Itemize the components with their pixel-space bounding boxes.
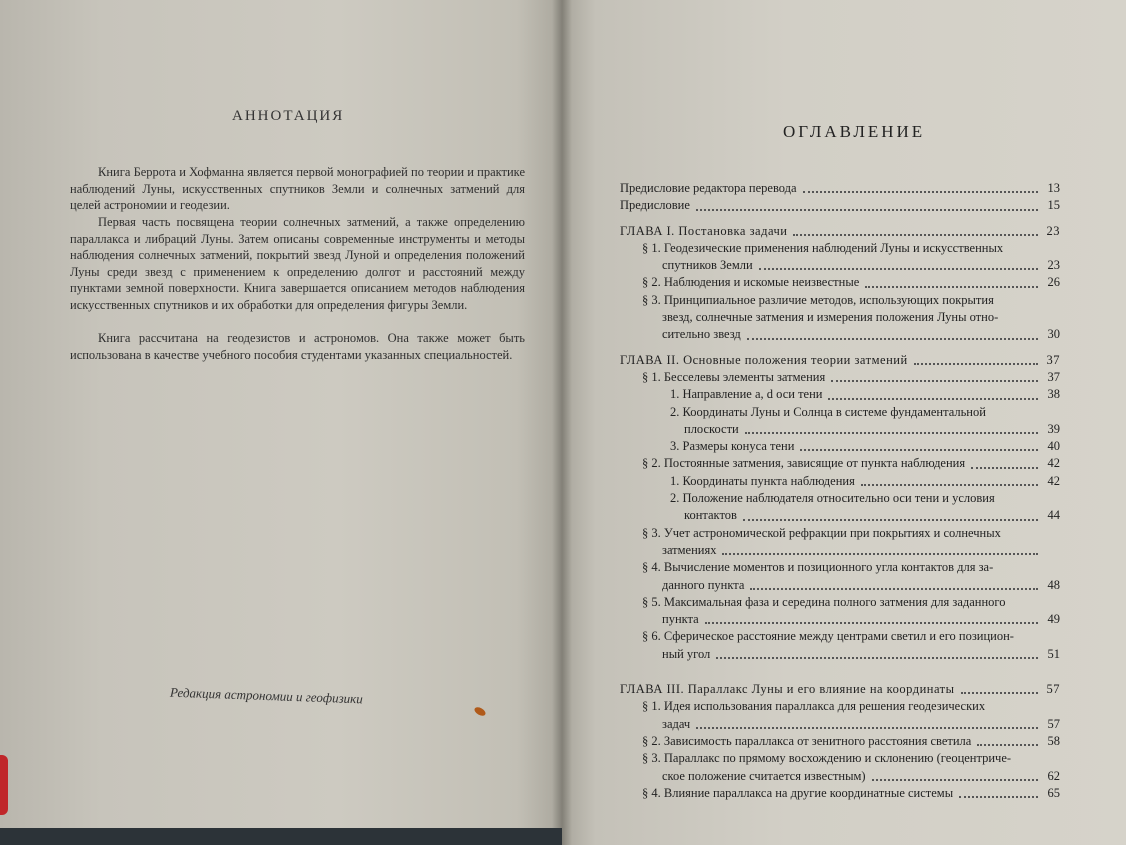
annotation-title: АННОТАЦИЯ xyxy=(232,108,345,124)
toc-entry: § 3. Принципиальное различие методов, использующих покрытия xyxy=(642,292,994,307)
annotation-paragraph-3: Книга рассчитана на геодезистов и астрономов. Она также может быть использована в качестве учебного пособия студентами указанных специальностей. xyxy=(70,331,525,362)
toc-entry: спутников Земли 23 xyxy=(662,258,1060,273)
toc-entry: 1. Координаты пункта наблюдения 42 xyxy=(670,473,1060,488)
toc-entry: § 3. Параллакс по прямому восхождению и склонению (геоцентриче- xyxy=(642,751,1012,766)
toc-entry: Предисловие редактора перевода 13 xyxy=(620,181,1060,195)
toc-entry: контактов 44 xyxy=(684,508,1060,523)
toc-entry: § 1. Бесселевы элементы затмения 37 xyxy=(642,369,1060,384)
toc-entry: 2. Координаты Луны и Солнца в системе фундаментальной xyxy=(670,404,986,419)
book-gutter xyxy=(552,0,572,845)
toc-entry: § 2. Постоянные затмения, зависящие от пункта наблюдения 42 xyxy=(642,456,1060,471)
toc-chapter: ГЛАВА III. Параллакс Луны и его влияние на координаты 57 xyxy=(620,682,1060,697)
table-of-contents xyxy=(620,180,1060,802)
toc-entry: § 1. Идея использования параллакса для решения геодезических xyxy=(642,699,986,714)
toc-entry: задач 57 xyxy=(662,716,1060,731)
toc-entry: затмениях xyxy=(620,542,1060,559)
toc-entry: § 4. Вычисление моментов и позиционного угла контактов для за- xyxy=(642,560,994,575)
toc-entry: Предисловие 15 xyxy=(620,198,1060,213)
toc-entry: § 2. Наблюдения и искомые неизвестные 26 xyxy=(642,275,1060,290)
toc-entry: плоскости 39 xyxy=(684,421,1060,436)
toc-entry: § 6. Сферическое расстояние между центрами светил и его позицион- xyxy=(642,629,1014,644)
toc-entry: 2. Положение наблюдателя относительно оси тени и условия xyxy=(670,491,995,506)
toc-entry: 3. Размеры конуса тени 40 xyxy=(670,439,1060,454)
publisher-signature: Редакция астрономии и геофизики xyxy=(169,684,364,707)
toc-entry: § 3. Учет астрономической рефракции при покрытиях и солнечных xyxy=(642,525,1001,540)
left-page xyxy=(0,0,562,845)
toc-entry: § 1. Геодезические применения наблюдений Луны и искусственных xyxy=(642,240,1004,255)
toc-entry: § 5. Максимальная фаза и середина полного затмения для заданного xyxy=(642,594,1006,609)
toc-entry: 1. Направление a, d оси тени 38 xyxy=(670,387,1060,402)
toc-title: ОГЛАВЛЕНИЕ xyxy=(783,122,926,141)
toc-entry: ское положение считается известным) 62 xyxy=(662,768,1060,783)
annotation-paragraph-2: Первая часть посвящена теории солнечных затмений, а также определению параллакса и либраций Луны. Затем описаны современные инструменты и методы наблюдения солнечных затмений, покрытий звезд Луной и определения положений Луны среди звезд с применением к определению долгот и расстояний между пунктами земной поверхности. Книга завершается описанием методов наблюдения искусственных спутников и их обработки для определения фигуры Земли. xyxy=(70,215,525,312)
annotation-paragraph-1: Книга Беррота и Хофманна является первой монографией по теории и практике наблюдений Луны, искусственных спутников Земли и солнечных затмений для целей астрономии и геодезии. xyxy=(70,165,525,213)
toc-entry: сительно звезд 30 xyxy=(662,327,1060,342)
toc-chapter: ГЛАВА I. Постановка задачи 23 xyxy=(620,223,1060,238)
toc-entry: § 2. Зависимость параллакса от зенитного расстояния светила 58 xyxy=(642,733,1060,748)
toc-entry: звезд, солнечные затмения и измерения положения Луны отно- xyxy=(662,310,999,325)
toc-entry: ный угол 51 xyxy=(662,646,1060,661)
toc-entry: § 4. Влияние параллакса на другие координатные системы 65 xyxy=(642,785,1060,800)
toc-entry: данного пункта 48 xyxy=(662,577,1060,592)
toc-entry: пункта 49 xyxy=(662,612,1060,627)
red-object xyxy=(0,755,8,815)
toc-chapter: ГЛАВА II. Основные положения теории затмений 37 xyxy=(620,352,1060,367)
table-surface xyxy=(0,828,562,845)
